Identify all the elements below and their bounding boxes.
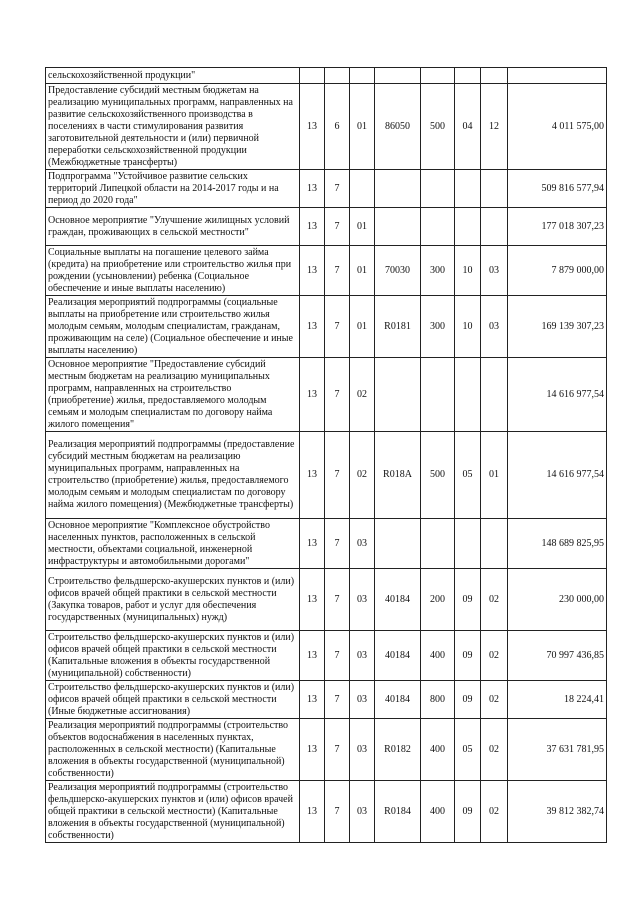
row-name-cell: Строительство фельдшерско-акушерских пунктов и (или) офисов врачей общей практики в сельской местности (Иные бюджетные ассигнования) — [46, 681, 300, 719]
code-cell: 7 — [325, 246, 350, 296]
code-cell: 13 — [300, 681, 325, 719]
code-cell: R0181 — [375, 296, 421, 358]
table-row — [46, 432, 607, 519]
code-cell: 400 — [421, 631, 455, 681]
row-name-cell: Основное мероприятие "Улучшение жилищных условий граждан, проживающих в сельской местности" — [46, 208, 300, 246]
code-cell — [481, 170, 508, 208]
code-cell: 13 — [300, 432, 325, 519]
table-row — [46, 781, 607, 843]
code-cell — [375, 170, 421, 208]
code-cell — [455, 358, 481, 432]
code-cell: 13 — [300, 781, 325, 843]
code-cell: 05 — [455, 432, 481, 519]
code-cell: 7 — [325, 781, 350, 843]
code-cell: 500 — [421, 84, 455, 170]
code-cell: 02 — [481, 569, 508, 631]
code-cell: 13 — [300, 631, 325, 681]
amount-cell: 4 011 575,00 — [508, 84, 607, 170]
amount-cell: 18 224,41 — [508, 681, 607, 719]
amount-cell: 7 879 000,00 — [508, 246, 607, 296]
amount-cell: 37 631 781,95 — [508, 719, 607, 781]
code-cell: 09 — [455, 681, 481, 719]
code-cell: 10 — [455, 296, 481, 358]
code-cell: 03 — [350, 569, 375, 631]
code-cell: 200 — [421, 569, 455, 631]
code-cell: 09 — [455, 569, 481, 631]
code-cell: 40184 — [375, 569, 421, 631]
code-cell: 13 — [300, 170, 325, 208]
code-cell — [421, 519, 455, 569]
code-cell: 03 — [350, 519, 375, 569]
code-cell: R0184 — [375, 781, 421, 843]
row-name-cell: Социальные выплаты на погашение целевого займа (кредита) на приобретение или строительство жилья при рождении (усыновлении) ребенка (Социальное обеспечение и иные выплаты населению) — [46, 246, 300, 296]
amount-cell: 230 000,00 — [508, 569, 607, 631]
code-cell: 800 — [421, 681, 455, 719]
code-cell: 09 — [455, 781, 481, 843]
code-cell: 7 — [325, 296, 350, 358]
code-cell — [455, 208, 481, 246]
code-cell — [375, 208, 421, 246]
code-cell: 02 — [350, 432, 375, 519]
amount-cell: 39 812 382,74 — [508, 781, 607, 843]
row-name-cell: Строительство фельдшерско-акушерских пунктов и (или) офисов врачей общей практики в сельской местности (Капитальные вложения в объекты государственной (муниципальной) собственности) — [46, 631, 300, 681]
code-cell: 13 — [300, 296, 325, 358]
amount-cell: 509 816 577,94 — [508, 170, 607, 208]
code-cell — [421, 358, 455, 432]
code-cell — [325, 68, 350, 84]
table-row — [46, 68, 607, 84]
code-cell: 01 — [481, 432, 508, 519]
table-row — [46, 246, 607, 296]
code-cell: 7 — [325, 631, 350, 681]
code-cell: 40184 — [375, 631, 421, 681]
code-cell: 03 — [481, 296, 508, 358]
code-cell: 7 — [325, 358, 350, 432]
code-cell: 7 — [325, 170, 350, 208]
code-cell — [481, 358, 508, 432]
code-cell — [481, 208, 508, 246]
code-cell — [300, 68, 325, 84]
code-cell — [350, 68, 375, 84]
code-cell: 400 — [421, 781, 455, 843]
amount-cell: 169 139 307,23 — [508, 296, 607, 358]
code-cell: 03 — [350, 681, 375, 719]
code-cell: 09 — [455, 631, 481, 681]
code-cell: 13 — [300, 84, 325, 170]
code-cell: 05 — [455, 719, 481, 781]
row-name-cell: Подпрограмма "Устойчивое развитие сельских территорий Липецкой области на 2014-2017 годы и на период до 2020 года" — [46, 170, 300, 208]
code-cell: 7 — [325, 719, 350, 781]
code-cell: 300 — [421, 296, 455, 358]
table-row — [46, 296, 607, 358]
row-name-cell: Предоставление субсидий местным бюджетам на реализацию муниципальных программ, направленных на развитие сельскохозяйственного производства в поселениях в части стимулирования развития заготовительной деятельности и (или) первичной переработки сельскохозяйственной продукции (Межбюджетные трансферты) — [46, 84, 300, 170]
code-cell: 12 — [481, 84, 508, 170]
code-cell: 13 — [300, 246, 325, 296]
code-cell: 03 — [350, 719, 375, 781]
table-row — [46, 569, 607, 631]
code-cell — [455, 170, 481, 208]
code-cell: 7 — [325, 681, 350, 719]
code-cell: 03 — [481, 246, 508, 296]
amount-cell: 177 018 307,23 — [508, 208, 607, 246]
code-cell: 02 — [481, 781, 508, 843]
code-cell: 7 — [325, 569, 350, 631]
code-cell: 10 — [455, 246, 481, 296]
code-cell: R018A — [375, 432, 421, 519]
code-cell: 500 — [421, 432, 455, 519]
row-name-cell: Реализация мероприятий подпрограммы (социальные выплаты на приобретение или строительство жилья молодым семьям, молодым специалистам, гражданам, проживающим на селе) (Социальное обеспечение и иные выплаты населению) — [46, 296, 300, 358]
amount-cell: 14 616 977,54 — [508, 358, 607, 432]
table-row — [46, 208, 607, 246]
code-cell: 300 — [421, 246, 455, 296]
row-name-cell: Основное мероприятие "Предоставление субсидий местным бюджетам на реализацию муниципальных программ, направленных на строительство (приобретение) жилья, предоставляемого молодым семьям и молодым специалистам по договору найма жилого помещения" — [46, 358, 300, 432]
code-cell — [455, 68, 481, 84]
code-cell — [481, 519, 508, 569]
table-row — [46, 631, 607, 681]
code-cell: 02 — [481, 681, 508, 719]
code-cell: 01 — [350, 208, 375, 246]
amount-cell: 14 616 977,54 — [508, 432, 607, 519]
table-row — [46, 170, 607, 208]
code-cell: 40184 — [375, 681, 421, 719]
row-name-cell: Строительство фельдшерско-акушерских пунктов и (или) офисов врачей общей практики в сельской местности (Закупка товаров, работ и услуг для обеспечения государственных (муниципальных) нужд) — [46, 569, 300, 631]
code-cell — [375, 358, 421, 432]
code-cell: 01 — [350, 84, 375, 170]
code-cell: 02 — [481, 719, 508, 781]
amount-cell — [508, 68, 607, 84]
code-cell: 13 — [300, 358, 325, 432]
code-cell: 02 — [481, 631, 508, 681]
row-name-cell: Реализация мероприятий подпрограммы (предоставление субсидий местным бюджетам на реализацию муниципальных программ, направленных на строительство (приобретение) жилья, предоставляемого молодым семьям и молодым специалистам по договору найма жилого помещения) (Межбюджетные трансферты) — [46, 432, 300, 519]
code-cell — [421, 208, 455, 246]
table-row — [46, 681, 607, 719]
code-cell: 03 — [350, 631, 375, 681]
code-cell: 01 — [350, 246, 375, 296]
code-cell: R0182 — [375, 719, 421, 781]
code-cell: 01 — [350, 296, 375, 358]
budget-table — [45, 67, 607, 843]
code-cell: 70030 — [375, 246, 421, 296]
code-cell: 6 — [325, 84, 350, 170]
code-cell: 13 — [300, 208, 325, 246]
code-cell — [350, 170, 375, 208]
code-cell: 13 — [300, 719, 325, 781]
code-cell — [421, 170, 455, 208]
row-name-cell: Основное мероприятие "Комплексное обустройство населенных пунктов, расположенных в сельской местности, объектами социальной, инженерной инфраструктуры и автомобильными дорогами" — [46, 519, 300, 569]
code-cell: 86050 — [375, 84, 421, 170]
code-cell: 13 — [300, 569, 325, 631]
code-cell: 400 — [421, 719, 455, 781]
row-name-cell: Реализация мероприятий подпрограммы (строительство фельдшерско-акушерских пунктов и (или) офисов врачей общей практики в сельской местности) (Капитальные вложения в объекты государственной (муниципальной) собственности) — [46, 781, 300, 843]
code-cell: 02 — [350, 358, 375, 432]
table-row — [46, 519, 607, 569]
code-cell: 13 — [300, 519, 325, 569]
code-cell: 7 — [325, 432, 350, 519]
code-cell: 03 — [350, 781, 375, 843]
table-row — [46, 358, 607, 432]
row-name-cell: сельскохозяйственной продукции" — [46, 68, 300, 84]
table-row — [46, 719, 607, 781]
code-cell — [455, 519, 481, 569]
code-cell — [481, 68, 508, 84]
code-cell — [375, 519, 421, 569]
code-cell — [375, 68, 421, 84]
code-cell: 04 — [455, 84, 481, 170]
code-cell: 7 — [325, 208, 350, 246]
table-row — [46, 84, 607, 170]
code-cell — [421, 68, 455, 84]
row-name-cell: Реализация мероприятий подпрограммы (строительство объектов водоснабжения в населенных пунктах, расположенных в сельской местности) (Капитальные вложения в объекты государственной (муниципальной) собственности) — [46, 719, 300, 781]
amount-cell: 70 997 436,85 — [508, 631, 607, 681]
code-cell: 7 — [325, 519, 350, 569]
amount-cell: 148 689 825,95 — [508, 519, 607, 569]
